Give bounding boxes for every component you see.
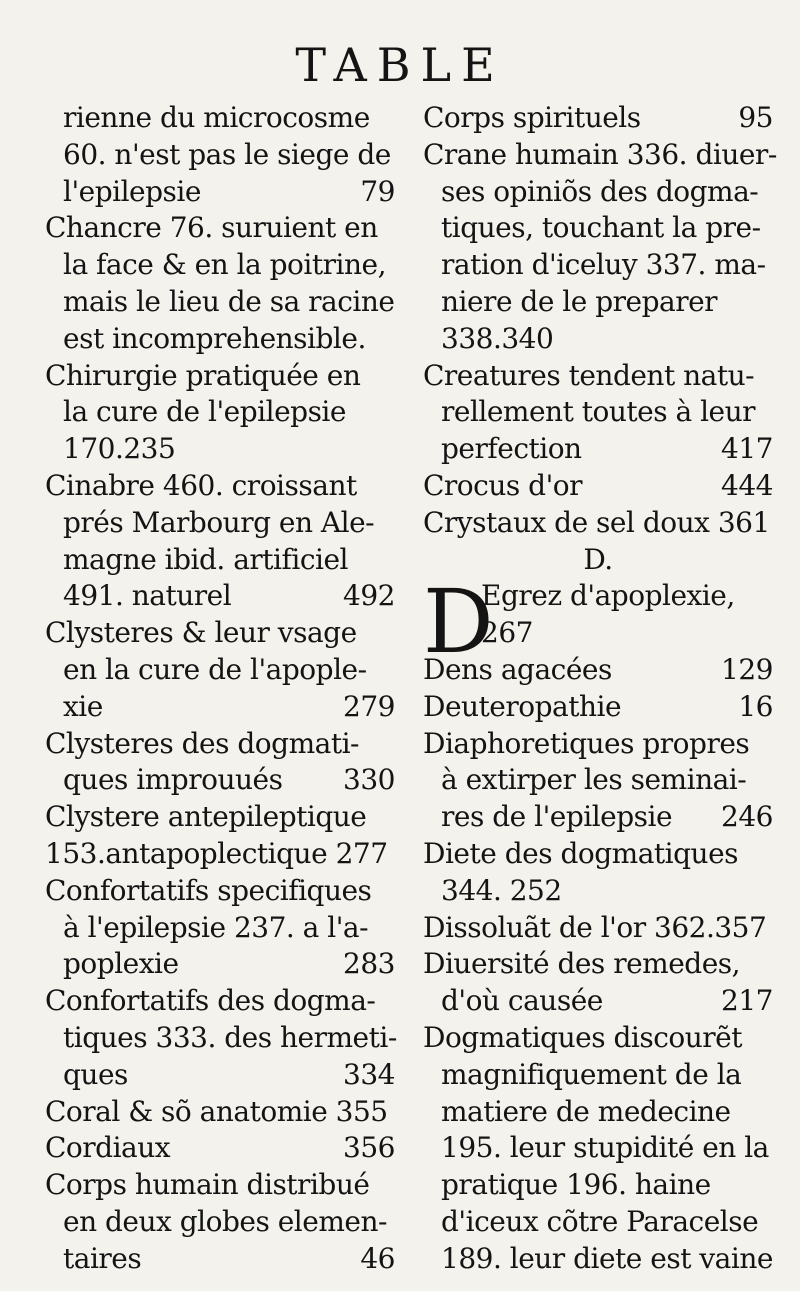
entry-text: l'epilepsie xyxy=(63,174,201,208)
index-entry-line xyxy=(45,358,395,395)
entry-text: 189. leur diete est vaine xyxy=(441,1241,773,1275)
index-entry-line xyxy=(423,873,773,910)
entry-text: Coral & sõ anatomie 355 xyxy=(45,1094,388,1128)
entry-text: poplexie xyxy=(63,947,179,981)
index-entry-line xyxy=(45,1020,395,1057)
entry-text: d'où causée xyxy=(441,984,603,1018)
entry-text: 153.antapoplectique 277 xyxy=(45,836,388,870)
index-entry-line xyxy=(45,1204,395,1241)
index-entry-line xyxy=(423,394,773,431)
index-entry-line xyxy=(45,578,395,615)
index-entry-line xyxy=(423,137,777,174)
index-entry-line xyxy=(423,1167,773,1204)
left-column xyxy=(45,100,395,1278)
entry-text: rellement toutes à leur xyxy=(441,395,756,429)
index-entry-line xyxy=(423,358,773,395)
entry-text: Cinabre 460. croissant xyxy=(45,468,357,502)
entry-text: Dens agacées xyxy=(423,652,612,686)
entry-text: Crystaux de sel doux 361 xyxy=(423,505,770,539)
entry-text: magne ibid. artificiel xyxy=(63,542,348,576)
index-entry-line xyxy=(45,689,395,726)
entry-text: Diaphoretiques propres xyxy=(423,726,750,760)
index-entry-line xyxy=(423,321,773,358)
page-number: 16 xyxy=(738,689,773,723)
entry-text: en la cure de l'apople- xyxy=(63,652,367,686)
entry-text: Clysteres des dogmati- xyxy=(45,726,359,760)
index-entry-line xyxy=(45,100,395,137)
index-entry-line xyxy=(423,468,773,505)
index-entry-line xyxy=(423,210,773,247)
page-number: 334 xyxy=(343,1057,395,1091)
entry-text: Confortatifs des dogma- xyxy=(45,984,376,1018)
entry-text: en deux globes elemen- xyxy=(63,1204,387,1238)
page-number: 417 xyxy=(721,432,773,466)
index-entry-line xyxy=(45,394,395,431)
entry-text: taires xyxy=(63,1241,142,1275)
index-entry-line xyxy=(45,505,395,542)
entry-text: à l'epilepsie 237. a l'a- xyxy=(63,910,369,944)
index-entry-line xyxy=(45,873,395,910)
index-entry-line xyxy=(45,542,395,579)
entry-text: 491. naturel xyxy=(63,579,232,613)
index-entry-line xyxy=(423,1204,773,1241)
entry-text: ses opiniõs des dogma- xyxy=(441,174,759,208)
page-number: 279 xyxy=(343,689,395,723)
entry-text: d'iceux cõtre Paracelse xyxy=(441,1204,759,1238)
entry-text: Cordiaux xyxy=(45,1131,171,1165)
page-number: 492 xyxy=(343,579,395,613)
index-entry-line xyxy=(45,468,395,505)
index-entry-line xyxy=(423,100,773,137)
entry-text: Creatures tendent natu- xyxy=(423,358,755,392)
entry-text: Dogmatiques discourẽt xyxy=(423,1020,743,1054)
entry-text: 60. n'est pas le siege de xyxy=(63,137,391,171)
entry-text: D. xyxy=(583,542,613,576)
entry-text: tiques, touchant la pre- xyxy=(441,211,761,245)
entry-text: 267 xyxy=(481,616,533,650)
index-entry-line xyxy=(45,1130,395,1167)
page-number: 95 xyxy=(738,101,773,134)
index-entry-line xyxy=(45,983,395,1020)
right-column xyxy=(423,100,777,1278)
index-entry-line xyxy=(45,1241,395,1278)
index-entry-line xyxy=(423,578,773,615)
page-title: TABLE xyxy=(295,38,505,92)
index-entry-line xyxy=(423,174,773,211)
entry-text: prés Marbourg en Ale- xyxy=(63,505,375,539)
entry-text: est incomprehensible. xyxy=(63,321,366,355)
index-entry-line xyxy=(45,615,395,652)
entry-text: 195. leur stupidité en la xyxy=(441,1131,769,1165)
index-entry-line xyxy=(45,247,395,284)
index-entry-line xyxy=(45,431,395,468)
index-entry-line xyxy=(423,615,773,652)
entry-text: 344. 252 xyxy=(441,873,562,907)
page-number: 444 xyxy=(721,468,773,502)
entry-text: Crocus d'or xyxy=(423,468,583,502)
drop-cap: D xyxy=(423,570,494,673)
index-entry-line xyxy=(45,210,395,247)
index-entry-line xyxy=(45,1094,395,1131)
index-entry-line xyxy=(423,983,773,1020)
index-entry-line xyxy=(45,1167,395,1204)
entry-text: Chancre 76. suruient en xyxy=(45,211,378,245)
entry-text: 338.340 xyxy=(441,321,554,355)
entry-text: 170.235 xyxy=(63,432,176,466)
entry-text: Dissoluãt de l'or 362.357 xyxy=(423,910,767,944)
index-entry-line xyxy=(423,799,773,836)
entry-text: ques improuués xyxy=(63,763,283,797)
index-entry-line xyxy=(423,836,773,873)
index-entry-line xyxy=(45,799,395,836)
page-number: 46 xyxy=(360,1241,395,1275)
index-entry-line xyxy=(45,836,395,873)
index-entry-line xyxy=(45,946,395,983)
entry-text: Deuteropathie xyxy=(423,689,622,723)
index-entry-line xyxy=(423,431,773,468)
index-entry-line xyxy=(423,946,773,983)
index-entry-line xyxy=(423,910,773,947)
entry-text: res de l'epilepsie xyxy=(441,800,673,834)
index-entry-line xyxy=(45,726,395,763)
index-entry-line xyxy=(423,505,773,542)
page-number: 79 xyxy=(360,174,395,208)
entry-text: Chirurgie pratiquée en xyxy=(45,358,361,392)
entry-text: la cure de l'epilepsie xyxy=(63,395,346,429)
entry-text: ration d'iceluy 337. ma- xyxy=(441,248,766,282)
index-entry-line xyxy=(423,1057,773,1094)
entry-text: Clystere antepileptique xyxy=(45,800,367,834)
page-number: 217 xyxy=(721,984,773,1018)
entry-text: matiere de medecine xyxy=(441,1094,731,1128)
entry-text: Clysteres & leur vsage xyxy=(45,616,357,650)
entry-text: la face & en la poitrine, xyxy=(63,248,386,282)
index-entry-line xyxy=(423,726,773,763)
index-entry-line xyxy=(45,174,395,211)
index-entry-line xyxy=(45,284,395,321)
index-entry-line xyxy=(45,910,395,947)
page-number: 246 xyxy=(721,800,773,834)
index-entry-line xyxy=(423,1130,773,1167)
entry-text: tiques 333. des hermeti- xyxy=(63,1020,397,1054)
index-entry-line xyxy=(423,284,773,321)
entry-text: ques xyxy=(63,1057,128,1091)
entry-text: Diuersité des remedes, xyxy=(423,947,741,981)
index-entry-line xyxy=(45,652,395,689)
entry-text: magnifiquement de la xyxy=(441,1057,742,1091)
entry-text: pratique 196. haine xyxy=(441,1168,711,1202)
entry-text: à extirper les seminai- xyxy=(441,763,747,797)
page-number: 356 xyxy=(343,1131,395,1165)
index-entry-line xyxy=(423,247,773,284)
index-entry-line xyxy=(423,652,773,689)
entry-text: rienne du microcosme xyxy=(63,101,370,134)
page-number: 129 xyxy=(721,652,773,686)
entry-text: Diete des dogmatiques xyxy=(423,836,739,870)
entry-text: xie xyxy=(63,689,103,723)
index-entry-line xyxy=(423,689,773,726)
entry-text: perfection xyxy=(441,432,582,466)
entry-text: Confortatifs specifiques xyxy=(45,873,372,907)
page-number: 283 xyxy=(343,947,395,981)
entry-text: Egrez d'apoplexie, xyxy=(481,579,735,613)
page-number: 330 xyxy=(343,763,395,797)
entry-text: Corps humain distribué xyxy=(45,1168,370,1202)
index-entry-line xyxy=(423,762,773,799)
index-entry-line xyxy=(423,1241,773,1278)
index-entry-line xyxy=(45,762,395,799)
index-entry-line xyxy=(423,1094,773,1131)
index-entry-line xyxy=(45,321,395,358)
entry-text: mais le lieu de sa racine xyxy=(63,284,395,318)
index-entry-line xyxy=(423,1020,773,1057)
entry-text: niere de le preparer xyxy=(441,284,718,318)
index-entry-line xyxy=(45,1057,395,1094)
index-entry-line xyxy=(45,137,395,174)
entry-text: Corps spirituels xyxy=(423,101,641,134)
index-entry-line xyxy=(423,542,773,579)
entry-text: Crane humain 336. diuer- xyxy=(423,137,777,171)
